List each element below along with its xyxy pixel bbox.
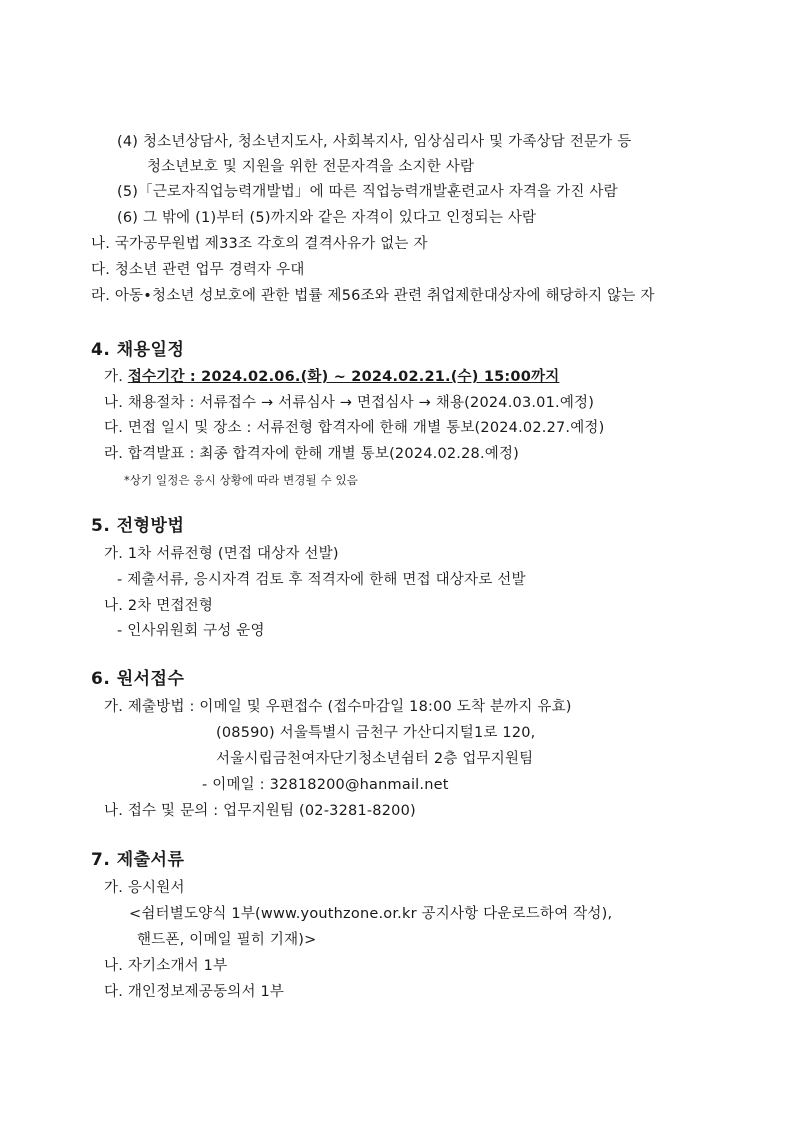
schedule-note: *상기 일정은 응시 상황에 따라 변경될 수 있음 [124,473,358,487]
submission-method: 가. 제출방법 : 이메일 및 우편접수 (접수마감일 18:00 도착 분까지 유효) [104,699,572,715]
qualification-ra: 라. 아동•청소년 성보호에 관한 법률 제56조와 관련 취업제한대상자에 해당하지 않는 자 [91,288,655,304]
selection-ga: 가. 1차 서류전형 (면접 대상자 선발) [104,546,339,562]
qualification-item-4-line2: 청소년보호 및 지원을 위한 전문자격을 소지한 사람 [147,159,475,175]
qualification-item-4-line1: (4) 청소년상담사, 청소년지도사, 사회복지사, 임상심리사 및 가족상담 전문가 등 [117,134,632,150]
documents-da: 다. 개인정보제공동의서 1부 [104,984,285,1000]
application-period: 접수기간 : 2024.02.06.(화) ~ 2024.02.21.(수) 15:00까지 [127,369,560,385]
section-4-heading: 4. 채용일정 [91,340,185,360]
mail-address-line2: 서울시립금천여자단기청소년쉼터 2층 업무지원팀 [216,751,534,767]
section-7-heading: 7. 제출서류 [91,850,185,870]
schedule-ga-prefix: 가. [104,369,128,385]
documents-ga-detail1: <쉼터별도양식 1부(www.youthzone.or.kr 공지사항 다운로드하여 작성), [129,906,613,922]
inquiry-contact: 나. 접수 및 문의 : 업무지원팀 (02-3281-8200) [104,803,416,819]
documents-ga: 가. 응시원서 [104,880,185,896]
qualification-na: 나. 국가공무원법 제33조 각호의 결격사유가 없는 자 [91,236,428,252]
section-6-heading: 6. 원서접수 [91,669,185,689]
selection-na: 나. 2차 면접전형 [104,598,214,614]
contact-email: - 이메일 : 32818200@hanmail.net [202,777,449,793]
selection-na-detail: - 인사위원회 구성 운영 [117,623,265,639]
mail-address-line1: (08590) 서울특별시 금천구 가산디지털1로 120, [216,725,536,741]
documents-na: 나. 자기소개서 1부 [104,958,228,974]
qualification-item-5: (5)「근로자직업능력개발법」에 따른 직업능력개발훈련교사 자격을 가진 사람 [117,184,618,200]
schedule-ra: 라. 합격발표 : 최종 합격자에 한해 개별 통보(2024.02.28.예정) [104,446,520,462]
schedule-ga [104,368,559,386]
documents-ga-detail2: 핸드폰, 이메일 필히 기재)> [137,932,317,948]
schedule-na: 나. 채용절차 : 서류접수 → 서류심사 → 면접심사 → 채용(2024.03.01.예정) [104,395,595,411]
selection-ga-detail: - 제출서류, 응시자격 검토 후 적격자에 한해 면접 대상자로 선발 [117,572,526,588]
qualification-da: 다. 청소년 관련 업무 경력자 우대 [91,262,305,278]
schedule-da: 다. 면접 일시 및 장소 : 서류전형 합격자에 한해 개별 통보(2024.02.27.예정) [104,420,605,436]
qualification-item-6: (6) 그 밖에 (1)부터 (5)까지와 같은 자격이 있다고 인정되는 사람 [117,210,537,226]
section-5-heading: 5. 전형방법 [91,516,185,536]
